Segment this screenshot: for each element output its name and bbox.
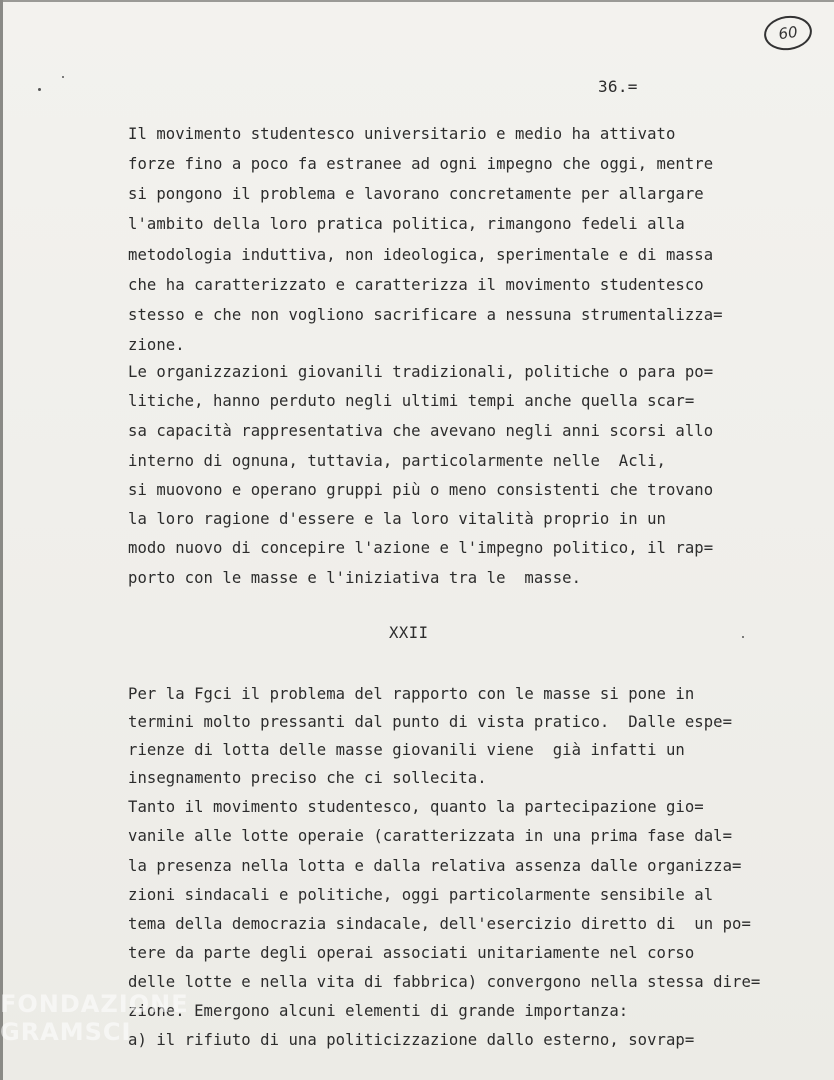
text-line: la presenza nella lotta e dalla relativa assenza dalle organizza= (128, 857, 742, 875)
text-line: vanile alle lotte operaie (caratterizzata in una prima fase dal= (128, 827, 733, 845)
text-line: zione. Emergono alcuni elementi di grande importanza: (128, 1002, 629, 1020)
text-line: forze fino a poco fa estranee ad ogni impegno che oggi, mentre (128, 155, 714, 173)
text-line: insegnamento preciso che ci sollecita. (128, 769, 487, 787)
scan-speck (742, 636, 744, 638)
text-line: a) il rifiuto di una politicizzazione dallo esterno, sovrap= (128, 1031, 695, 1049)
text-line: Il movimento studentesco universitario e medio ha attivato (128, 125, 676, 143)
text-line: rienze di lotta delle masse giovanili viene già infatti un (128, 741, 685, 759)
text-line: interno di ognuna, tuttavia, particolarmente nelle Acli, (128, 452, 666, 470)
text-line: termini molto pressanti dal punto di vista pratico. Dalle espe= (128, 713, 733, 731)
text-line: metodologia induttiva, non ideologica, sperimentale e di massa (128, 246, 714, 264)
text-line: si pongono il problema e lavorano concretamente per allargare (128, 185, 704, 203)
text-line: tema della democrazia sindacale, dell'esercizio diretto di un po= (128, 915, 751, 933)
text-line: zione. (128, 336, 185, 354)
text-line: litiche, hanno perduto negli ultimi tempi anche quella scar= (128, 392, 695, 410)
text-line: che ha caratterizzato e caratterizza il movimento studentesco (128, 276, 704, 294)
text-line: l'ambito della loro pratica politica, rimangono fedeli alla (128, 215, 685, 233)
text-line: modo nuovo di concepire l'azione e l'impegno politico, il rap= (128, 539, 714, 557)
archive-watermark: FONDAZIONE GRAMSCI (0, 990, 189, 1046)
page-number: 36.= (598, 77, 638, 96)
text-line: sa capacità rappresentativa che avevano negli anni scorsi allo (128, 422, 714, 440)
text-line: Le organizzazioni giovanili tradizionali, politiche o para po= (128, 363, 714, 381)
text-line: Per la Fgci il problema del rapporto con le masse si pone in (128, 685, 695, 703)
section-heading: XXII (389, 624, 429, 642)
scan-top-edge (0, 0, 834, 2)
text-line: porto con le masse e l'iniziativa tra le masse. (128, 569, 582, 587)
text-line: Tanto il movimento studentesco, quanto la partecipazione gio= (128, 798, 704, 816)
scan-speck (38, 88, 41, 91)
text-line: si muovono e operano gruppi più o meno consistenti che trovano (128, 481, 714, 499)
scan-speck (62, 76, 64, 78)
text-line: tere da parte degli operai associati unitariamente nel corso (128, 944, 695, 962)
text-line: stesso e che non vogliono sacrificare a nessuna strumentalizza= (128, 306, 723, 324)
archive-number-stamp: 60 (762, 13, 814, 53)
text-line: zioni sindacali e politiche, oggi particolarmente sensibile al (128, 886, 714, 904)
scan-left-edge (0, 0, 3, 1080)
text-line: la loro ragione d'essere e la loro vitalità proprio in un (128, 510, 666, 528)
text-line: delle lotte e nella vita di fabbrica) convergono nella stessa dire= (128, 973, 761, 991)
